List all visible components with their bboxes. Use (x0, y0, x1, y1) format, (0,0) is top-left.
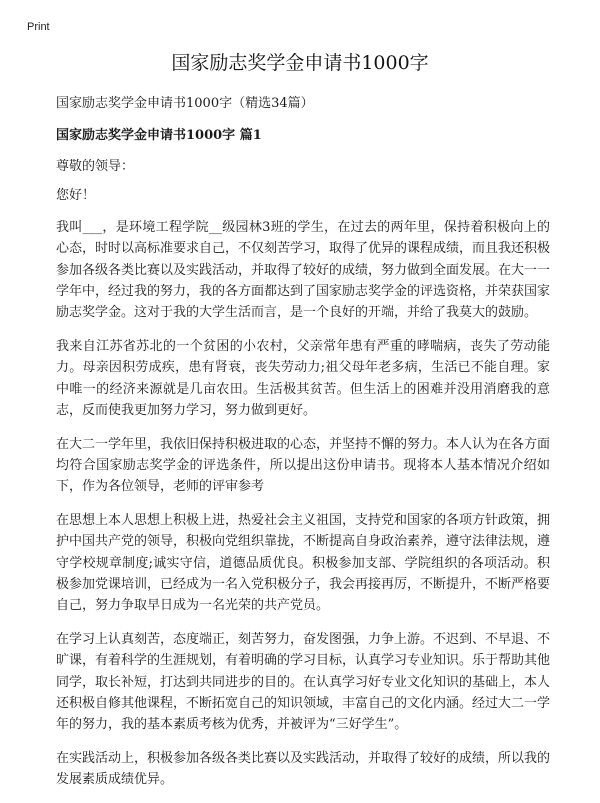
body-paragraph: 在学习上认真刻苦，态度端正，刻苦努力，奋发图强，力争上游。不迟到、不早退、不旷课，有着科学的生涯规划，有着明确的学习目标，认真学习专业知识。乐于帮助其他同学，取长补短，打达到共同进步的目的。在认真学习好专业文化知识的基础上，本人还积极自修其他课程，不断拓宽自己的知识领域，丰富自己的文化内涵。经过大二一学年的努力，我的基本素质考核为优秀，并被评为“三好学生”。 (56, 632, 551, 733)
body-paragraph: 我叫___，是环境工程学院__级园林3班的学生，在过去的两年里，保持着积极向上的心态，时时以高标准要求自己，不仅刻苦学习，取得了优异的课程成绩，而且我还积极参加各级各类比赛以及实践活动，并取得了较好的成绩，努力做到全面发展。在大一一学年中，经过我的努力，我的各方面都达到了国家励志奖学金的评选资格，并荣获国家励志奖学金。这对于我的大学生活而言，是一个良好的开端，并给了我莫大的鼓励。 (56, 220, 551, 321)
document-title: 国家励志奖学金申请书1000字 (171, 52, 429, 74)
body-paragraph: 在思想上本人思想上积极上进，热爱社会主义祖国，支持党和国家的各项方针政策，拥护中国共产党的领导，积极向党组织靠拢，不断提高自身政治素养，遵守法律法规，遵守学校规章制度;诚实守信，道德品质优良。积极参加支部、学院组织的各项活动。积极参加党课培训，已经成为一名入党积极分子，我会再接再厉，不断提升，不断严格要自己，努力争取早日成为一名光荣的共产党员。 (56, 513, 551, 614)
section-heading: 国家励志奖学金申请书1000字 篇1 (56, 128, 262, 143)
print-link[interactable]: Print (27, 21, 50, 33)
body-paragraph: 在大二一学年里，我依旧保持积极进取的心态，并坚持不懈的努力。本人认为在各方面均符合国家励志奖学金的评选条件，所以提出这份申请书。现将本人基本情况介绍如下，作为各位领导，老师的评审参考 (56, 436, 551, 495)
body-paragraph: 我来自江苏省苏北的一个贫困的小农村，父亲常年患有严重的哮喘病，丧失了劳动能力。母亲因积劳成疾，患有肾衰，丧失劳动力;祖父母年老多病，生活已不能自理。家中唯一的经济来源就是几亩农田。生活极其贫苦。但生活上的困难并没用消磨我的意志，反而使我更加努力学习，努力做到更好。 (56, 338, 550, 418)
document-subtitle: 国家励志奖学金申请书1000字（精选34篇） (56, 96, 314, 111)
salutation: 尊敬的领导： (56, 159, 135, 174)
body-paragraph: 在实践活动上，积极参加各级各类比赛以及实践活动，并取得了较好的成绩，所以我的发展素质成绩优异。 (56, 751, 551, 788)
document-body (56, 93, 550, 803)
greeting: 您好！ (56, 188, 96, 203)
